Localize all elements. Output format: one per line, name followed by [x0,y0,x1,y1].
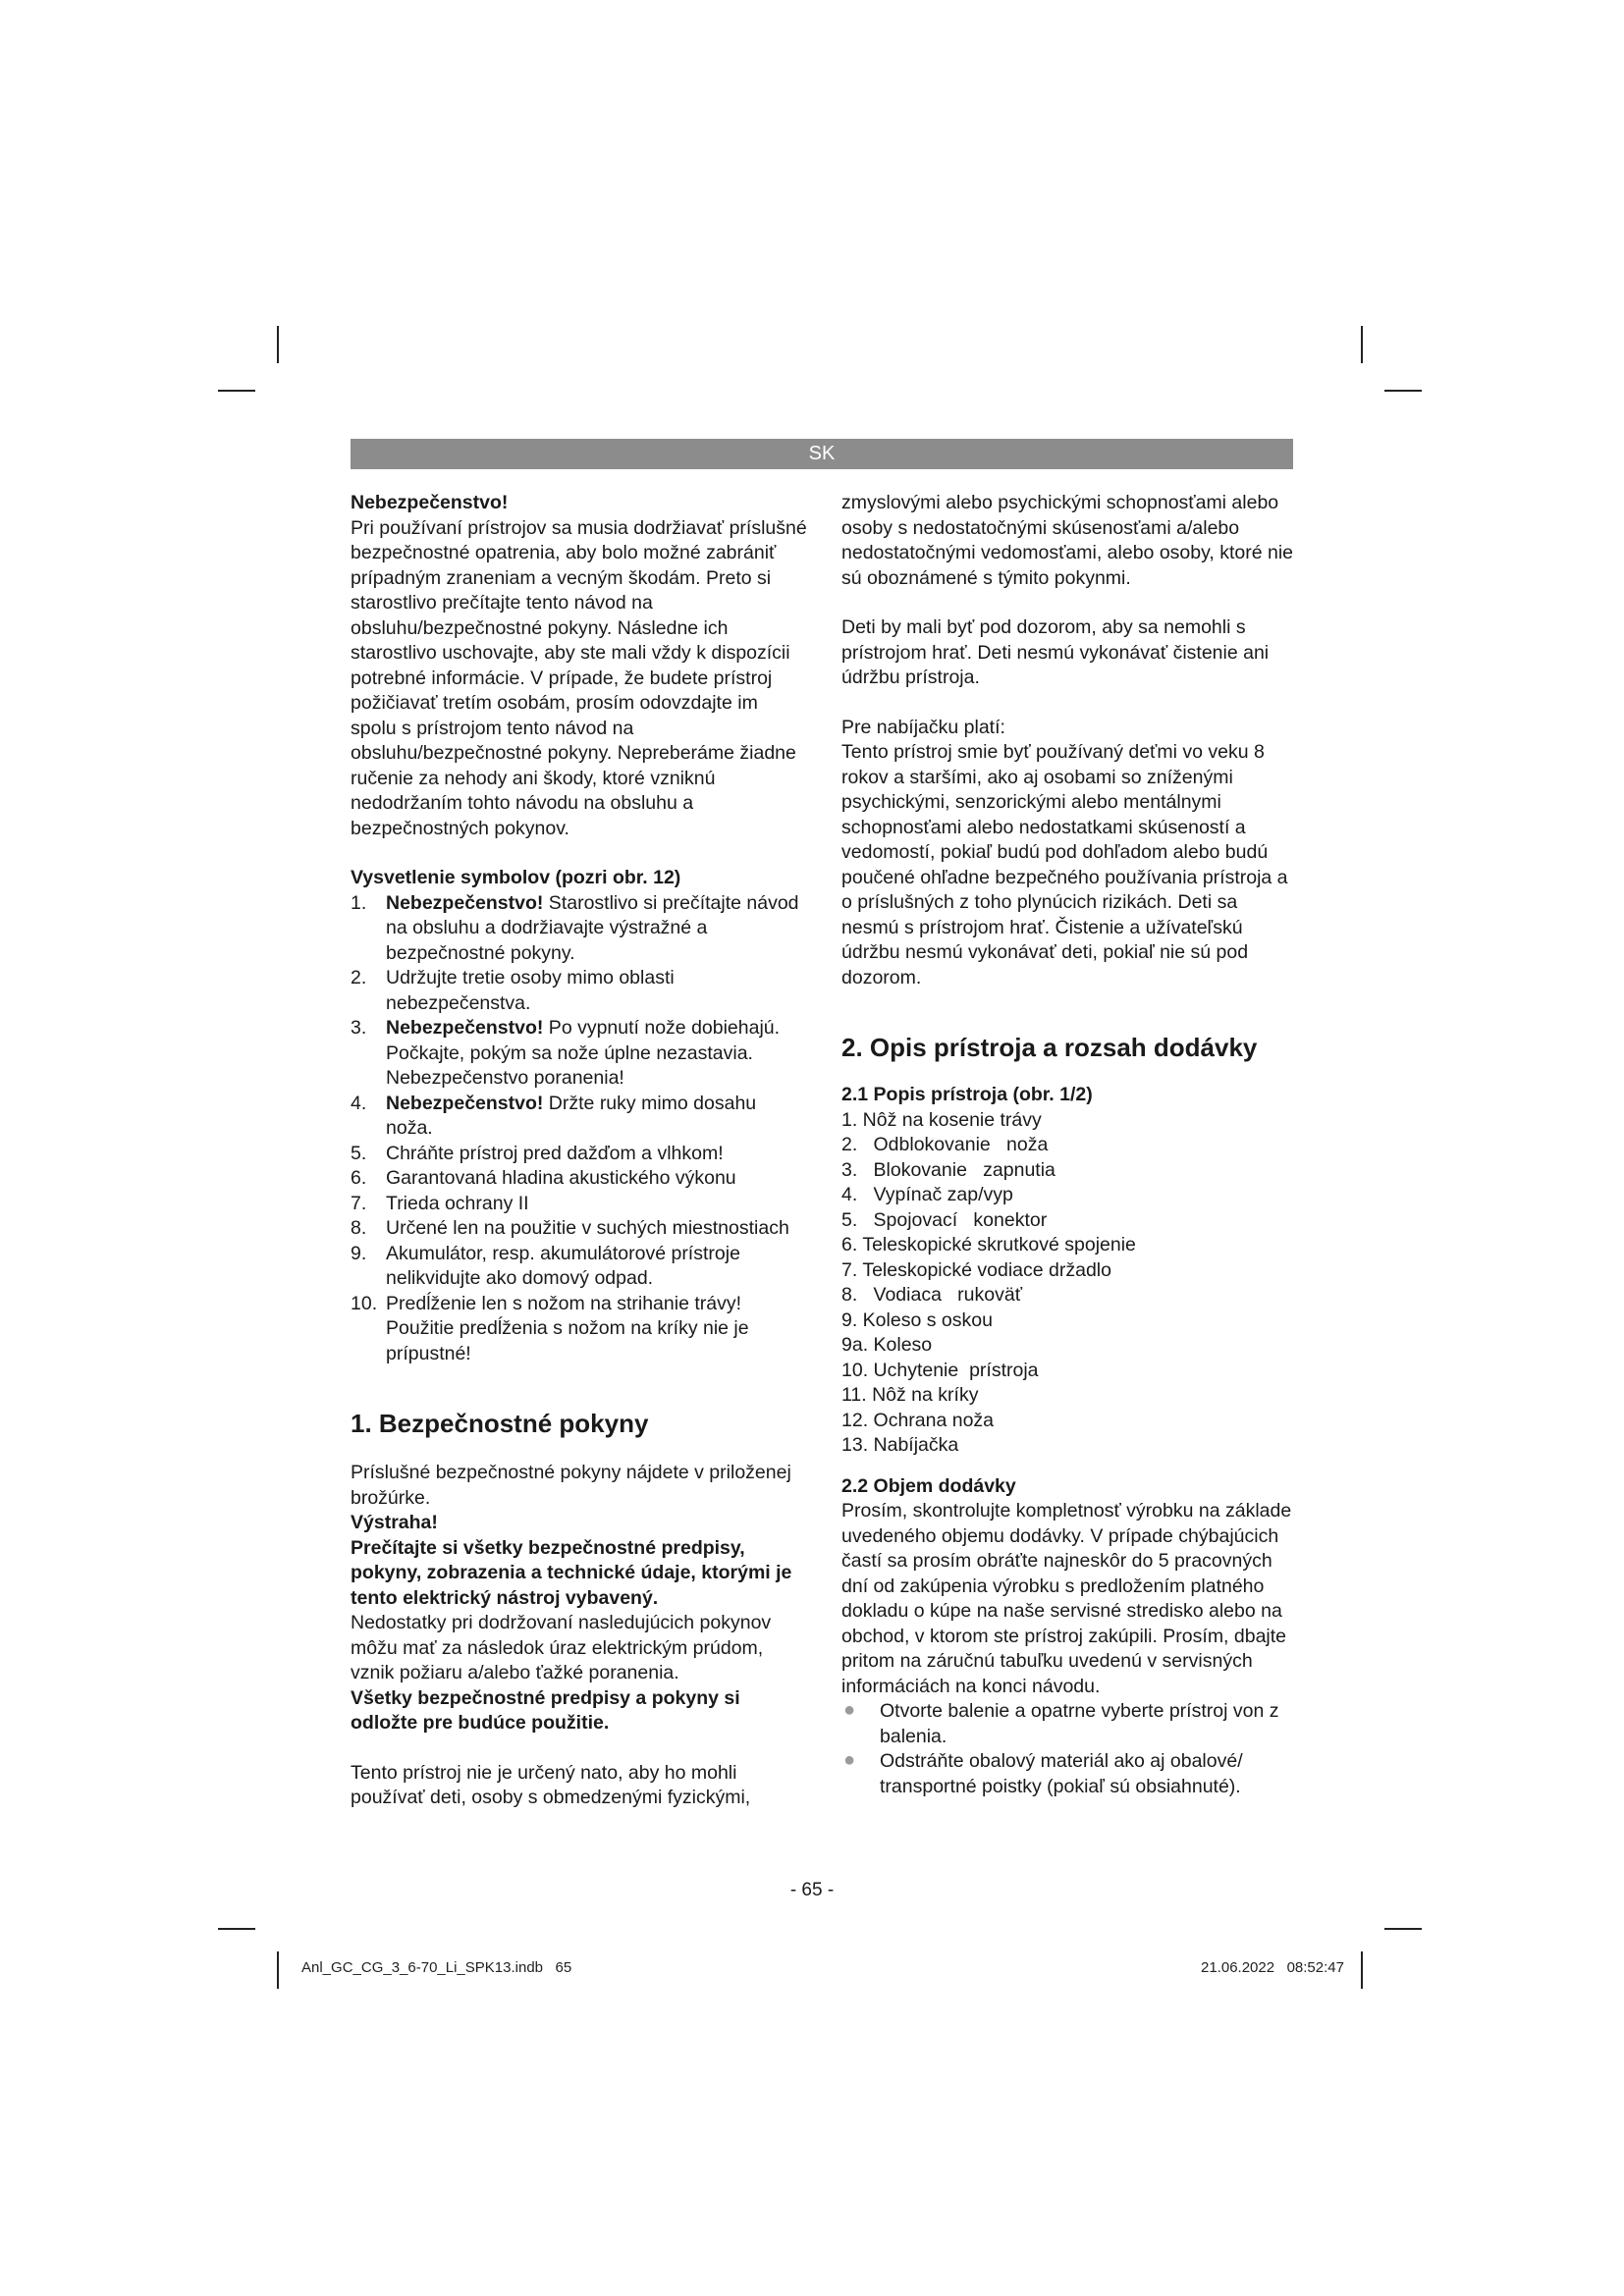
section-2-1-title: 2.1 Popis prístroja (obr. 1/2) [841,1084,1093,1105]
crop-mark [1361,1951,1363,1989]
charger-title: Pre nabíjačku platí: [841,716,1005,738]
crop-mark [218,390,255,392]
section-2-title: 2. Opis prístroja a rozsah dodávky [841,1033,1258,1062]
bullet-icon: ● [843,1749,856,1771]
symbol-item: 1. Nebezpečenstvo! Starostlivo si prečítajte návod na obsluhu a dodržiavajte výstražné a bezpečnostné pokyny. [351,891,799,964]
part-item: 9. Koleso s oskou [841,1308,993,1331]
crop-mark [1384,1928,1422,1930]
unpacking-item: ● Odstráňte obalový materiál ako aj obalové/ transportné poistky (pokiaľ sú obsiahnuté). [843,1749,1243,1797]
symbol-item: 6. Garantovaná hladina akustického výkonu [351,1167,736,1189]
part-item: 3. Blokovanie zapnutia [841,1158,1056,1181]
part-item: 11. Nôž na kríky [841,1384,979,1406]
part-item: 13. Nabíjačka [841,1434,959,1456]
symbol-item: 7. Trieda ochrany II [351,1192,529,1214]
symbol-item: 10. Predĺženie len s nožom na strihanie trávy! Použitie predĺženia s nožom na kríky nie je prípustné! [351,1292,749,1364]
part-item: 1. Nôž na kosenie trávy [841,1108,1042,1131]
charger-text: Tento prístroj smie byť používaný deťmi vo veku 8 rokov a staršími, ako aj osobami so zníženými psychickými, senzorickými alebo mentálnymi schopnosťami alebo nedostatkami skúseností a vedomostí, pokiaľ budú pod dohľadom alebo budú poučené ohľadne bezpečného používania prístroja a o príslušných z toho plynúcich rizikách. Deti sa nesmú s prístrojom hrať. Čistenie a užívateľskú údržbu nesmú vykonávať deti, pokiaľ nie sú pod dozorom. [841,741,1288,988]
unpacking-item: ● Otvorte balenie a opatrne vyberte prístroj von z balenia. [843,1699,1279,1747]
part-item: 4. Vypínač zap/vyp [841,1184,1013,1205]
symbol-item: 4. Nebezpečenstvo! Držte ruky mimo dosahu noža. [351,1092,757,1139]
language-header: SK [351,439,1293,469]
part-item: 2. Odblokovanie noža [841,1134,1049,1155]
page-number: - 65 - [789,1880,835,1900]
warning-text: Nedostatky pri dodržovaní nasledujúcich pokynov môžu mať za následok úraz elektrickým prúdom, vznik požiaru a/alebo ťažké poranenia. [351,1612,772,1683]
symbol-item: 9. Akumulátor, resp. akumulátorové prístroje nelikvidujte ako domový odpad. [351,1242,740,1289]
part-item: 7. Teleskopické vodiace držadlo [841,1258,1111,1281]
crop-mark [277,1951,279,1989]
warning-bold-text: Prečítajte si všetky bezpečnostné predpisy, pokyny, zobrazenia a technické údaje, ktorými je tento elektrický nástroj vybavený. [351,1536,792,1609]
symbol-item: 3. Nebezpečenstvo! Po vypnutí nože dobiehajú. Počkajte, pokým sa nože úplne nezastavia. Nebezpečenstvo poranenia! [351,1017,781,1089]
keep-instructions-text: Všetky bezpečnostné predpisy a pokyny si odložte pre budúce použitie. [351,1686,740,1734]
crop-mark [1361,326,1363,363]
part-item: 10. Uchytenie prístroja [841,1359,1039,1381]
section-1-title: 1. Bezpečnostné pokyny [351,1409,649,1438]
device-usage-text: Tento prístroj nie je určený nato, aby ho mohli používať deti, osoby s obmedzenými fyzickými, [351,1761,751,1808]
section-2-2-title: 2.2 Objem dodávky [841,1474,1016,1497]
symbol-item: 8. Určené len na použitie v suchých miestnostiach [351,1217,789,1239]
crop-mark [1384,390,1422,392]
footer-datetime: 21.06.2022 08:52:47 [1201,1959,1344,1976]
symbols-list [351,891,807,1367]
warning-label: Výstraha! [351,1512,438,1533]
crop-mark [218,1928,255,1930]
delivery-scope-text: Prosím, skontrolujte kompletnosť výrobku na základe uvedeného objemu dodávky. V prípade chýbajúcich častí sa prosím obráťte najneskôr do 5 pracovných dní od zakúpenia výrobku s predložením platného dokladu o kúpe na naše servisné stredisko alebo na obchod, v ktorom ste prístroj zakúpili. Prosím, dbajte pritom na záručnú tabuľku uvedenú v servisných informáciách na konci návodu. [841,1500,1292,1697]
unpacking-list [841,1699,1298,1799]
danger-title: Nebezpečenstvo! [351,492,509,513]
footer-filename: Anl_GC_CG_3_6-70_Li_SPK13.indb 65 [301,1959,572,1976]
danger-text: Pri používaní prístrojov sa musia dodržiavať príslušné bezpečnostné opatrenia, aby bolo možné zabrániť prípadným zraneniam a vecným škodám. Preto si starostlivo prečítajte tento návod na obsluhu/bezpečnostné pokyny. Následne ich starostlivo uschovajte, aby ste mali vždy k dispozícii potrebné informácie. V prípade, že budete prístroj požičiavať tretím osobám, prosím odovzdajte im spolu s prístrojom tento návod na obsluhu/bezpečnostné pokyny. Nepreberáme žiadne ručenie za nehody ani škody, ktoré vzniknú nedodržaním tohto návodu na obsluhu a bezpečnostných pokynov. [351,516,807,839]
part-item: 8. Vodiaca rukoväť [841,1284,1023,1306]
bullet-icon: ● [843,1699,856,1721]
left-column [351,491,807,1811]
part-item: 6. Teleskopické skrutkové spojenie [841,1234,1136,1255]
symbols-title: Vysvetlenie symbolov (pozri obr. 12) [351,867,681,888]
symbol-item: 2. Udržujte tretie osoby mimo oblasti nebezpečenstva. [351,967,675,1014]
usage-continued-text: zmyslovými alebo psychickými schopnosťami alebo osoby s nedostatočnými skúsenosťami a/alebo nedostatočnými vedomosťami, alebo osoby, ktoré nie sú oboznámené s týmito pokynmi. [841,492,1294,589]
part-item: 12. Ochrana noža [841,1409,995,1431]
right-column [841,491,1298,1799]
symbol-item: 5. Chráňte prístroj pred dažďom a vlhkom! [351,1142,724,1164]
crop-mark [277,326,279,363]
part-item: 9a. Koleso [841,1334,933,1356]
section-1-intro: Príslušné bezpečnostné pokyny nájdete v priloženej brožúrke. [351,1462,791,1509]
parts-list [841,1108,1298,1459]
part-item: 5. Spojovací konektor [841,1208,1048,1231]
children-supervision-text: Deti by mali byť pod dozorom, aby sa nemohli s prístrojom hrať. Deti nesmú vykonávať čistenie ani údržbu prístroja. [841,616,1270,688]
